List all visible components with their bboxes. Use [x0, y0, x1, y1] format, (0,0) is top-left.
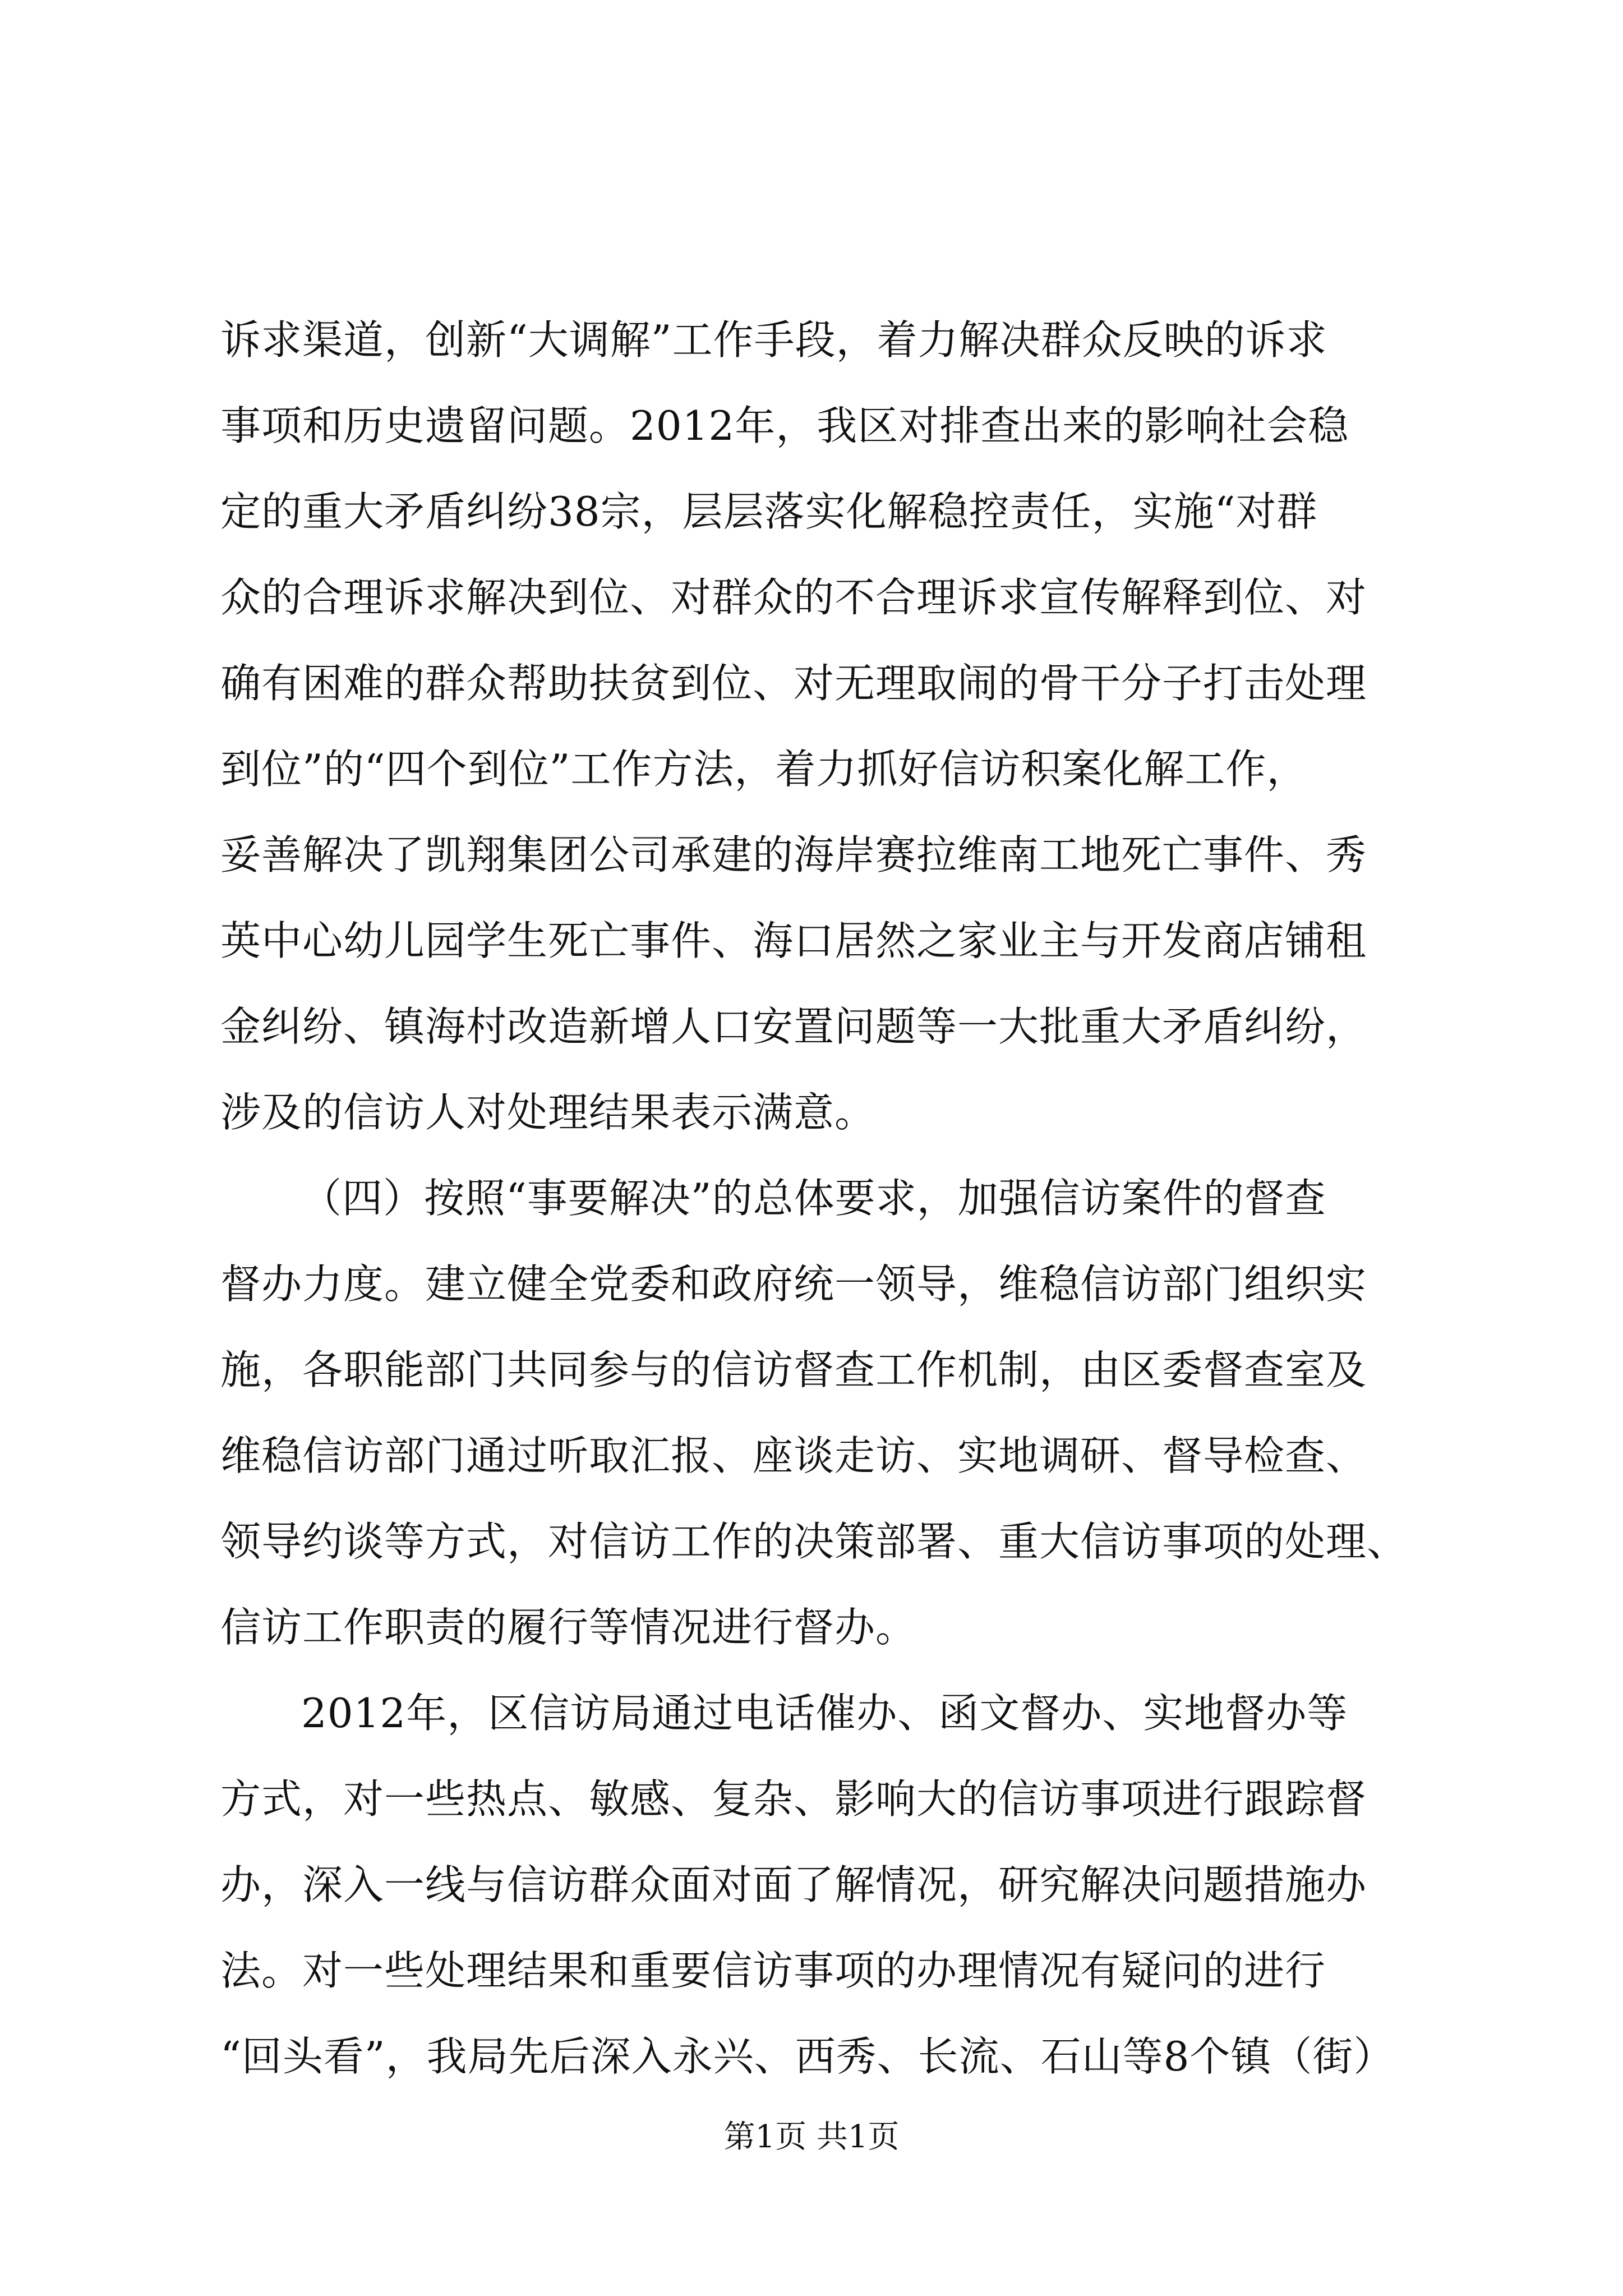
paragraph-start-line: （四）按照“事要解决”的总体要求，加强信访案件的督查 [301, 1175, 1326, 1222]
document-body [220, 297, 1408, 2100]
text-line: 妥善解决了凯翔集团公司承建的海岸赛拉维南工地死亡事件、秀 [220, 831, 1367, 878]
text-line: 方式，对一些热点、敏感、复杂、影响大的信访事项进行跟踪督 [220, 1775, 1367, 1823]
text-line: 众的合理诉求解决到位、对群众的不合理诉求宣传解释到位、对 [220, 574, 1367, 621]
paragraph-start-line: 2012年，区信访局通过电话催办、函文督办、实地督办等 [301, 1690, 1348, 1737]
text-line: 诉求渠道，创新“大调解”工作手段，着力解决群众反映的诉求 [220, 316, 1327, 364]
text-line: 维稳信访部门通过听取汇报、座谈走访、实地调研、督导检查、 [220, 1432, 1367, 1479]
text-line: 施，各职能部门共同参与的信访督查工作机制，由区委督查室及 [220, 1346, 1367, 1393]
text-line: 法。对一些处理结果和重要信访事项的办理情况有疑问的进行 [220, 1947, 1326, 1994]
text-line: 确有困难的群众帮助扶贫到位、对无理取闹的骨干分子打击处理 [220, 660, 1367, 707]
text-line: “回头看”，我局先后深入永兴、西秀、长流、石山等8个镇（街） [220, 2033, 1395, 2080]
text-line: 事项和历史遗留问题。2012年，我区对排查出来的影响社会稳 [220, 402, 1349, 449]
text-line: 督办力度。建立健全党委和政府统一领导，维稳信访部门组织实 [220, 1260, 1367, 1308]
text-line: 到位”的“四个到位”工作方法，着力抓好信访积案化解工作， [220, 746, 1308, 793]
text-line: 领导约谈等方式，对信访工作的决策部署、重大信访事项的处理、 [220, 1518, 1408, 1565]
text-line: 英中心幼儿园学生死亡事件、海口居然之家业主与开发商店铺租 [220, 917, 1367, 964]
text-line: 信访工作职责的履行等情况进行督办。 [220, 1604, 917, 1651]
text-line: 办，深入一线与信访群众面对面了解情况，研究解决问题措施办 [220, 1861, 1367, 1908]
text-line: 金纠纷、镇海村改造新增人口安置问题等一大批重大矛盾纠纷， [220, 1003, 1367, 1050]
text-line: 定的重大矛盾纠纷38宗，层层落实化解稳控责任，实施“对群 [220, 488, 1318, 535]
text-line: 涉及的信访人对处理结果表示满意。 [220, 1089, 876, 1136]
page-number-label: 第1页 共1页 [723, 2119, 900, 2155]
page-footer [0, 2115, 1623, 2160]
